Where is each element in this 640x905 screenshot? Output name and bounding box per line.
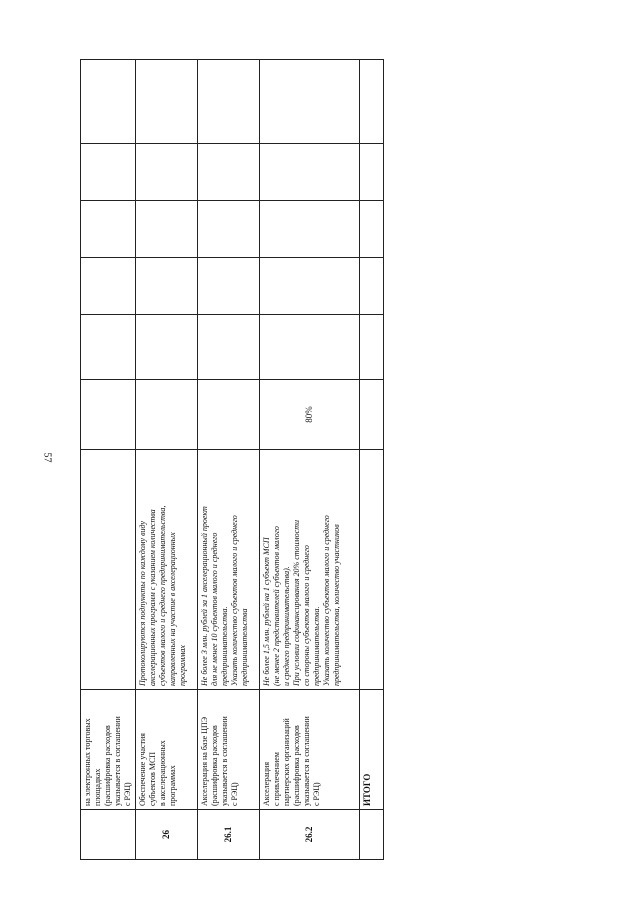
total-label: ИТОГО [360, 690, 384, 810]
row-percent: 80% [260, 380, 360, 450]
row-description: Не более 3 млн. рублей за 1 акселерационный проект для не менее 10 субъектов малого и среднего предпринимательства. Указать количество субъектов малого и среднего предпринимательства [198, 450, 260, 690]
empty-cell [260, 258, 360, 315]
row-name: Акселерация на базе ЦПЭ (расшифровка расходов указывается в соглашении с РЭЦ) [198, 690, 260, 810]
empty-cell [198, 258, 260, 315]
empty-cell [198, 315, 260, 380]
empty-cell [360, 258, 384, 315]
row-description [81, 450, 136, 690]
row-name: на электронных торговых площадках (расшифровка расходов указывается в соглашении с РЭЦ) [81, 690, 136, 810]
empty-cell [136, 258, 198, 315]
row-number: 26 [136, 810, 198, 860]
empty-cell [260, 144, 360, 201]
total-row [360, 60, 384, 860]
empty-cell [136, 144, 198, 201]
empty-cell [81, 201, 136, 258]
empty-cell [360, 380, 384, 450]
empty-cell [198, 201, 260, 258]
row-name: Акселерация с привлечением партнерских организаций (расшифровка расходов указывается в соглашении с РЭЦ) [260, 690, 360, 810]
empty-cell [360, 201, 384, 258]
table-row [260, 60, 360, 860]
row-name: Обеспечение участия субъектов МСП в акселерационных программах [136, 690, 198, 810]
table-row [136, 60, 198, 860]
row-number [81, 810, 136, 860]
empty-cell [136, 60, 198, 144]
empty-cell [360, 315, 384, 380]
empty-cell [81, 315, 136, 380]
empty-cell [198, 144, 260, 201]
empty-cell [198, 60, 260, 144]
page-number: 57 [41, 452, 53, 463]
row-percent [136, 380, 198, 450]
empty-cell [260, 315, 360, 380]
row-percent [198, 380, 260, 450]
row-number: 26.1 [198, 810, 260, 860]
row-percent [81, 380, 136, 450]
empty-cell [136, 315, 198, 380]
empty-cell [136, 201, 198, 258]
empty-cell [360, 144, 384, 201]
empty-cell [360, 810, 384, 860]
empty-cell [81, 144, 136, 201]
rotated-table-wrapper [80, 60, 380, 860]
expense-table [80, 59, 384, 860]
empty-cell [260, 60, 360, 144]
table-row [198, 60, 260, 860]
empty-cell [260, 201, 360, 258]
row-number: 26.2 [260, 810, 360, 860]
empty-cell [360, 450, 384, 690]
table-row [81, 60, 136, 860]
row-description: Не более 1,5 млн. рублей на 1 субъект МСП (не менее 2 представителей субъектов малого и среднего предпринимательства). При условии софинансирования 20% стоимости со стороны субъектов малого и среднего предпринимательства. Указать количество субъектов малого и среднего предпринимательства, количество участников [260, 450, 360, 690]
empty-cell [81, 258, 136, 315]
row-description: Протоколируются подпункты по каждому виду акселерационных программ с указанием количества субъектов малого и среднего предпринимательства, направленных на участие в акселерационных программах [136, 450, 198, 690]
empty-cell [81, 60, 136, 144]
empty-cell [360, 60, 384, 144]
